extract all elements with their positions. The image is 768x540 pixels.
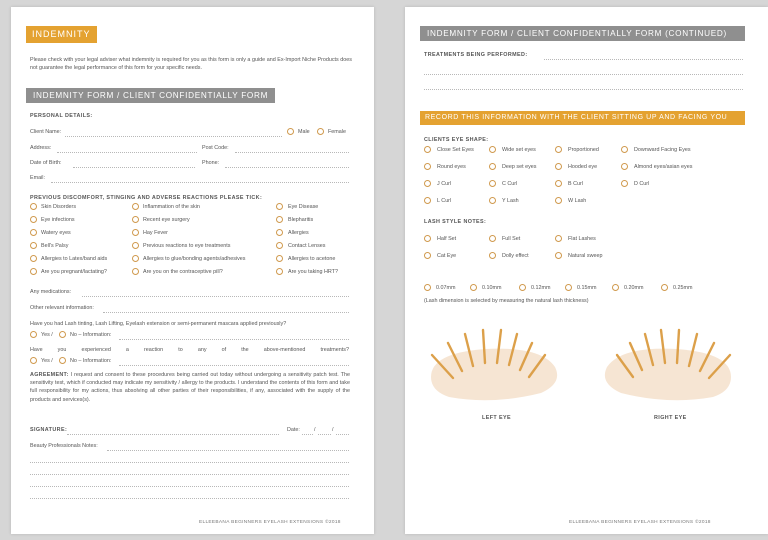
yes-label: Yes / (41, 332, 53, 338)
lash-style-label: Dolly effect (502, 253, 529, 259)
footer-text: ELLEEBANA BEGINNERS EYELASH EXTENSIONS ©2018 (199, 520, 341, 525)
treatments-field[interactable] (544, 59, 743, 60)
eye-shape-radio[interactable] (621, 146, 628, 153)
form-page-left (11, 7, 374, 534)
address-label: Address: (30, 145, 52, 151)
reaction-question-word: any (197, 347, 207, 353)
eye-shape-label: Hooded eye (568, 164, 598, 170)
previous-treatment-yes[interactable] (30, 331, 37, 338)
post-code-field[interactable] (235, 152, 349, 153)
thickness-radio[interactable] (612, 284, 619, 291)
reaction-question-word: you (57, 347, 67, 353)
curl-label: C Curl (502, 181, 518, 187)
eye-shape-radio[interactable] (555, 146, 562, 153)
curl-label: W Lash (568, 198, 587, 204)
date-day-field[interactable] (302, 434, 313, 435)
dob-label: Date of Birth: (30, 160, 62, 166)
curl-radio[interactable] (489, 197, 496, 204)
thickness-radio[interactable] (565, 284, 572, 291)
male-checkbox[interactable] (287, 128, 294, 135)
thickness-radio[interactable] (661, 284, 668, 291)
curl-radio[interactable] (555, 197, 562, 204)
reaction-label: Are you pregnant/lactating? (41, 269, 107, 275)
treatments-line[interactable] (424, 89, 743, 90)
reaction-label: Skin Disorders (41, 204, 77, 210)
left-eye-diagram (423, 325, 565, 405)
continued-title: INDEMNITY FORM / CLIENT CONFIDENTIALLY FORM (CONTINUED) (420, 26, 745, 41)
notes-label: Beauty Professionals Notes: (30, 443, 98, 449)
previous-treatment-info-field[interactable] (119, 339, 349, 340)
lash-style-radio[interactable] (489, 235, 496, 242)
reaction-checkbox[interactable] (132, 255, 139, 262)
reaction-checkbox[interactable] (276, 268, 283, 275)
reaction-label: Are you taking HRT? (288, 269, 338, 275)
lash-style-heading: LASH STYLE NOTES: (424, 219, 487, 225)
notes-line[interactable] (107, 450, 349, 451)
intro-paragraph: Please check with your legal adviser what indemnity is required for you as this form is only a guide and Ex-Import Niche Products does not guarantee the legal performance of this form for your specific needs. (30, 57, 352, 72)
date-label: Date: (287, 427, 300, 433)
thickness-radio[interactable] (424, 284, 431, 291)
reaction-info-field[interactable] (119, 365, 349, 366)
reaction-question-yes[interactable] (30, 357, 37, 364)
reaction-question-word: treatments? (320, 347, 349, 353)
signature-label: SIGNATURE: (30, 427, 68, 433)
female-checkbox[interactable] (317, 128, 324, 135)
previous-treatment-no[interactable] (59, 331, 66, 338)
reaction-label: Watery eyes (41, 230, 71, 236)
lash-style-radio[interactable] (489, 252, 496, 259)
reaction-question-word: above-mentioned (263, 347, 306, 353)
reaction-label: Eye infections (41, 217, 75, 223)
lash-style-label: Flat Lashes (568, 236, 596, 242)
treatments-line[interactable] (424, 74, 743, 75)
thickness-radio[interactable] (470, 284, 477, 291)
reaction-checkbox[interactable] (132, 203, 139, 210)
eye-shape-heading: CLIENTS EYE SHAPE: (424, 137, 489, 143)
treatments-heading: TREATMENTS BEING PERFORMED: (424, 52, 528, 58)
eye-shape-label: Wide set eyes (502, 147, 536, 153)
reaction-label: Allergies to glue/bonding agents/adhesives (143, 256, 246, 262)
reaction-label: Are you on the contraceptive pill? (143, 269, 223, 275)
thickness-label: 0.20mm (624, 285, 644, 291)
record-banner: RECORD THIS INFORMATION WITH THE CLIENT SITTING UP AND FACING YOU (420, 111, 745, 125)
curl-label: B Curl (568, 181, 583, 187)
right-eye-label: RIGHT EYE (654, 415, 687, 421)
notes-line[interactable] (30, 474, 349, 475)
reaction-checkbox[interactable] (132, 216, 139, 223)
date-month-field[interactable] (318, 434, 331, 435)
other-info-field[interactable] (103, 312, 349, 313)
eye-shape-radio[interactable] (489, 146, 496, 153)
lash-style-radio[interactable] (424, 235, 431, 242)
reaction-checkbox[interactable] (276, 242, 283, 249)
eye-shape-label: Deep set eyes (502, 164, 537, 170)
yes-label: Yes / (41, 358, 53, 364)
reaction-question-word: reaction (143, 347, 164, 353)
agreement-text: I request and consent to these procedures being carried out today without undergoing a sensitivity patch test. The sensitivity test, which if conducted may indicate my sensitivity / allergy to the products. I understand the contents of this form and take full responsibility for my actions, thus absolving all other parties of their responsibilities, if any, associated with the supply of the products and services(s). (30, 372, 350, 403)
reaction-checkbox[interactable] (30, 255, 37, 262)
thickness-radio[interactable] (519, 284, 526, 291)
notes-line[interactable] (30, 462, 349, 463)
curl-radio[interactable] (424, 197, 431, 204)
agreement-label: AGREEMENT: (30, 372, 69, 378)
reaction-checkbox[interactable] (30, 229, 37, 236)
reaction-checkbox[interactable] (30, 216, 37, 223)
lash-style-radio[interactable] (555, 235, 562, 242)
phone-field[interactable] (225, 167, 349, 168)
reaction-label: Allergies to acetone (288, 256, 336, 262)
curl-label: L Curl (437, 198, 452, 204)
notes-line[interactable] (30, 486, 349, 487)
eye-shape-label: Downward Facing Eyes (634, 147, 691, 153)
curl-label: Y Lash (502, 198, 519, 204)
thickness-note: (Lash dimension is selected by measuring the natural lash thickness) (424, 298, 589, 304)
dob-field[interactable] (73, 167, 195, 168)
reaction-question-no[interactable] (59, 357, 66, 364)
address-field[interactable] (57, 152, 197, 153)
reaction-label: Previous reactions to eye treatments (143, 243, 231, 249)
eye-shape-radio[interactable] (424, 146, 431, 153)
lash-style-label: Half Set (437, 236, 457, 242)
phone-label: Phone: (202, 160, 220, 166)
reaction-question-word: to (178, 347, 183, 353)
thickness-label: 0.07mm (436, 285, 456, 291)
date-separator: / (332, 427, 334, 433)
reaction-label: Allergies (288, 230, 309, 236)
male-label: Male (298, 129, 310, 135)
right-eye-diagram (597, 325, 739, 405)
reaction-checkbox[interactable] (276, 229, 283, 236)
reaction-label: Recent eye surgery (143, 217, 190, 223)
reaction-label: Inflammation of the skin (143, 204, 200, 210)
reaction-checkbox[interactable] (30, 203, 37, 210)
reaction-question-word: a (125, 347, 129, 353)
email-field[interactable] (51, 182, 349, 183)
reaction-question-word: experienced (81, 347, 111, 353)
client-name-label: Client Name: (30, 129, 62, 135)
reaction-label: Bell's Palsy (41, 243, 69, 249)
eye-shape-label: Close Set Eyes (437, 147, 474, 153)
reaction-label: Hay Fever (143, 230, 168, 236)
eye-shape-radio[interactable] (424, 163, 431, 170)
reaction-question-word: of (221, 347, 227, 353)
reaction-checkbox[interactable] (132, 242, 139, 249)
footer-text: ELLEEBANA BEGINNERS EYELASH EXTENSIONS ©2018 (569, 520, 711, 525)
email-label: Email: (30, 175, 45, 181)
medications-label: Any medications: (30, 289, 72, 295)
client-name-field[interactable] (65, 136, 282, 137)
eye-shape-label: Almond eyes/asian eyes (634, 164, 693, 170)
indemnity-title: INDEMNITY (26, 26, 97, 43)
date-separator: / (314, 427, 316, 433)
curl-radio[interactable] (621, 180, 628, 187)
medications-field[interactable] (82, 296, 349, 297)
reaction-question-word: the (241, 347, 249, 353)
curl-radio[interactable] (424, 180, 431, 187)
reaction-label: Eye Disease (288, 204, 319, 210)
form-page-right (405, 7, 768, 534)
reaction-label: Allergies to Latex/band aids (41, 256, 108, 262)
reaction-checkbox[interactable] (132, 229, 139, 236)
personal-details-heading: PERSONAL DETAILS: (30, 113, 93, 119)
thickness-label: 0.25mm (673, 285, 693, 291)
lash-style-label: Natural sweep (568, 253, 603, 259)
reaction-question-word: Have (30, 347, 43, 353)
reaction-question (30, 347, 349, 353)
eye-shape-radio[interactable] (489, 163, 496, 170)
previous-treatment-question: Have you had Lash tinting, Lash Lifting, Eyelash extension or semi-permanent mascara applied previously? (30, 321, 287, 327)
post-code-label: Post Code: (202, 145, 229, 151)
reaction-checkbox[interactable] (276, 216, 283, 223)
lash-style-radio[interactable] (424, 252, 431, 259)
lash-style-radio[interactable] (555, 252, 562, 259)
notes-line[interactable] (30, 498, 349, 499)
lash-style-label: Full Set (502, 236, 521, 242)
signature-field[interactable] (67, 434, 279, 435)
curl-label: D Curl (634, 181, 650, 187)
no-info-label: No – Information: (70, 332, 112, 338)
reaction-checkbox[interactable] (276, 255, 283, 262)
thickness-label: 0.12mm (531, 285, 551, 291)
eye-shape-radio[interactable] (555, 163, 562, 170)
thickness-label: 0.15mm (577, 285, 597, 291)
eye-shape-label: Proportioned (568, 147, 599, 153)
curl-radio[interactable] (555, 180, 562, 187)
female-label: Female (328, 129, 346, 135)
thickness-label: 0.10mm (482, 285, 502, 291)
lash-style-label: Cat Eye (437, 253, 457, 259)
eye-shape-radio[interactable] (621, 163, 628, 170)
curl-label: J Curl (437, 181, 452, 187)
date-year-field[interactable] (336, 434, 349, 435)
reactions-heading: PREVIOUS DISCOMFORT, STINGING AND ADVERSE REACTIONS PLEASE TICK: (30, 195, 263, 201)
reaction-checkbox[interactable] (132, 268, 139, 275)
section-title: INDEMNITY FORM / CLIENT CONFIDENTIALLY FORM (26, 88, 275, 103)
left-eye-label: LEFT EYE (482, 415, 511, 421)
other-info-label: Other relevant information: (30, 305, 94, 311)
reaction-checkbox[interactable] (30, 242, 37, 249)
reaction-label: Blepharitis (288, 217, 314, 223)
curl-radio[interactable] (489, 180, 496, 187)
no-info-label: No – Information: (70, 358, 112, 364)
reaction-checkbox[interactable] (30, 268, 37, 275)
agreement-paragraph (30, 371, 350, 404)
eye-shape-label: Round eyes (437, 164, 466, 170)
reaction-label: Contact Lenses (288, 243, 326, 249)
reaction-checkbox[interactable] (276, 203, 283, 210)
